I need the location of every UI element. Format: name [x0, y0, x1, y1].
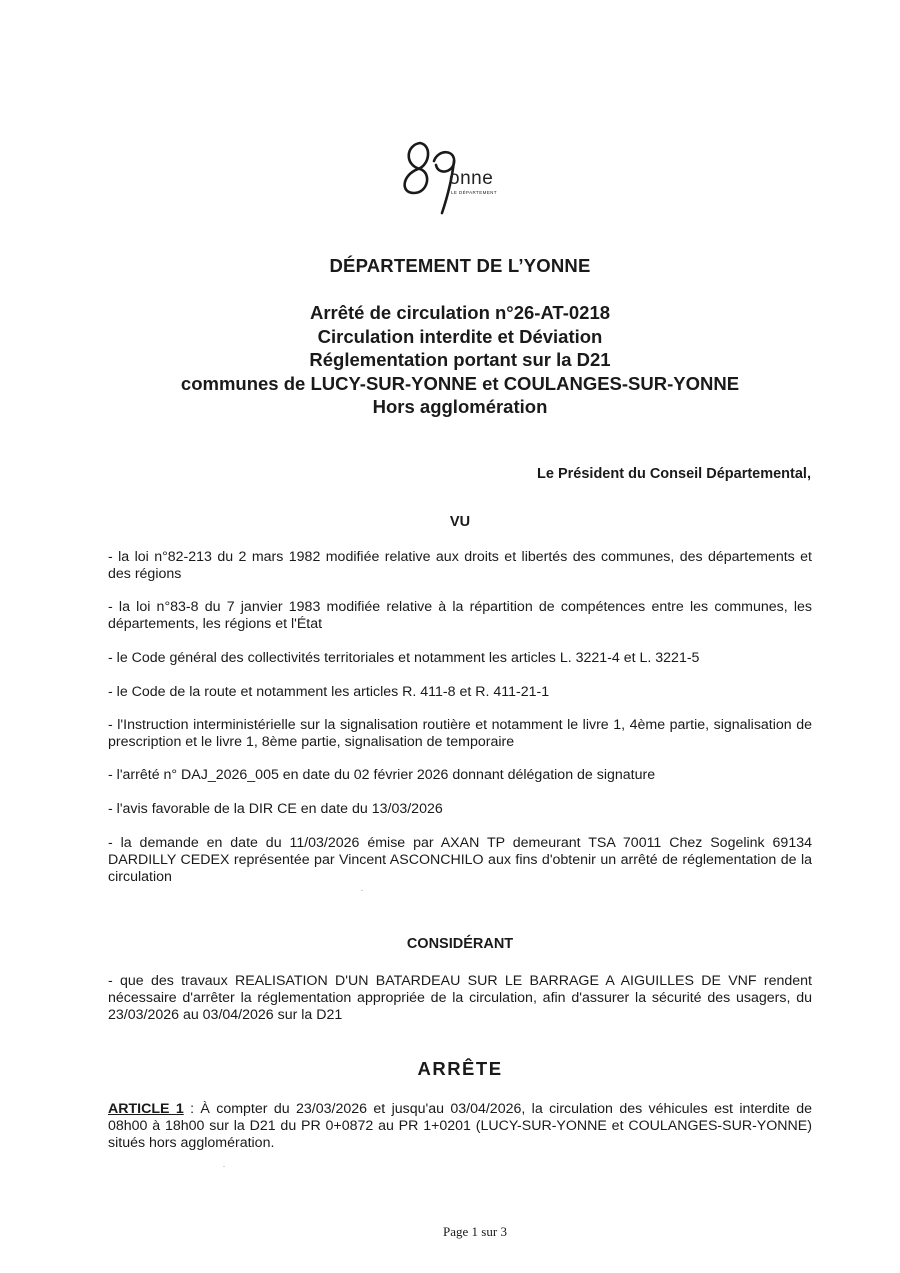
considerant-heading: CONSIDÉRANT: [406, 936, 514, 952]
decree-title-line: Réglementation portant sur la D21: [309, 349, 611, 370]
vu-item: - la loi n°83-8 du 7 janvier 1983 modifiée relative à la répartition de compétences entre les communes, les départements, les régions et l'État: [108, 599, 812, 632]
scan-speck: [223, 1166, 225, 1167]
article-1-label: ARTICLE 1: [108, 1101, 184, 1117]
decree-title-line: communes de LUCY-SUR-YONNE et COULANGES-SUR-YONNE: [180, 372, 740, 394]
decree-title-line: Arrêté de circulation n°26-AT-0218: [309, 302, 611, 323]
decree-title-line: Hors agglomération: [372, 396, 548, 417]
department-heading: DÉPARTEMENT DE L’YONNE: [329, 255, 591, 276]
arrete-heading: ARRÊTE: [417, 1058, 503, 1079]
president-line: Le Président du Conseil Départemental,: [537, 466, 811, 482]
decree-title-line: Circulation interdite et Déviation: [317, 325, 603, 347]
vu-item: - le Code de la route et notamment les articles R. 411-8 et R. 411-21-1: [108, 684, 550, 700]
vu-item: - l'avis favorable de la DIR CE en date du 13/03/2026: [108, 801, 443, 817]
vu-item: - la loi n°82-213 du 2 mars 1982 modifiée relative aux droits et libertés des communes, des départements et des régions: [108, 549, 812, 582]
page-footer: Page 1 sur 3: [443, 1224, 507, 1239]
considerant-text: - que des travaux REALISATION D'UN BATARDEAU SUR LE BARRAGE A AIGUILLES DE VNF rendent nécessaire d'arrêter la réglementation appropriée de la circulation, afin d'assurer la sécurité des usagers, du 23/03/2026 au 03/04/2026 sur la D21: [108, 973, 812, 1023]
article-1-text: : À compter du 23/03/2026 et jusqu'au 03/04/2026, la circulation des véhicules est interdite de 08h00 à 18h00 sur la D21 du PR 0+0872 au PR 1+0201 (LUCY-SUR-YONNE et COULANGES-SUR-YONNE) situés hors agglomération.: [108, 1101, 812, 1151]
logo-wordmark: onne: [449, 168, 494, 189]
vu-item: - la demande en date du 11/03/2026 émise par AXAN TP demeurant TSA 70011 Chez Sogelink 69134 DARDILLY CEDEX représentée par Vincent ASCONCHILO aux fins d'obtenir un arrêté de réglementation de la circulation: [108, 835, 812, 885]
vu-heading: VU: [449, 514, 471, 530]
scan-speck: [361, 890, 363, 891]
article-1: [108, 1101, 812, 1152]
decree-title-block: [100, 301, 820, 419]
vu-item: - l'Instruction interministérielle sur la signalisation routière et notamment le livre 1, 4ème partie, signalisation de prescription et le livre 1, 8ème partie, signalisation de temporaire: [108, 717, 812, 750]
yonne-logo: [398, 135, 518, 220]
vu-item: - l'arrêté n° DAJ_2026_005 en date du 02 février 2026 donnant délégation de signature: [108, 767, 656, 783]
logo-subtitle: LE DÉPARTEMENT: [451, 190, 497, 195]
vu-item: - le Code général des collectivités territoriales et notamment les articles L. 3221-4 et L. 3221-5: [108, 650, 700, 666]
